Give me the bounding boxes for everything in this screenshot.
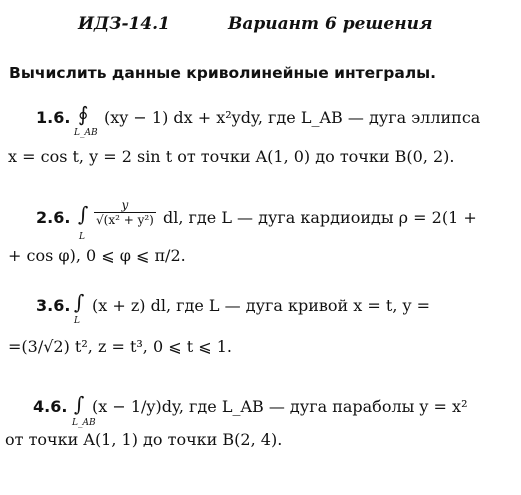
- integral-sign: ∫: [78, 202, 89, 226]
- problem-number: 2.6.: [36, 208, 71, 227]
- problem-number: 1.6.: [36, 108, 71, 127]
- problem-text-line-2: от точки A(1, 1) до точки B(2, 4).: [5, 430, 283, 449]
- problem-number: 3.6.: [36, 296, 71, 315]
- problem-text-line-2: =(3/√2) t², z = t³, 0 ⩽ t ⩽ 1.: [8, 337, 232, 356]
- variant-title: Вариант 6 решения: [228, 14, 433, 34]
- fraction-denominator: √(x² + y²): [96, 213, 154, 227]
- integral-subscript: L: [79, 232, 85, 242]
- integral-sign: ∫: [74, 392, 85, 416]
- problem-text-line-1: dl, где L — дуга кардиоиды ρ = 2(1 +: [163, 208, 477, 227]
- problem-text-line-1: (x + z) dl, где L — дуга кривой x = t, y =: [92, 296, 431, 315]
- problem-text-line-1: (xy − 1) dx + x²ydy, где L_AB — дуга эллипса: [104, 108, 481, 127]
- integrand-fraction: [92, 198, 158, 227]
- integral-subscript: L_AB: [74, 128, 98, 138]
- problem-text-line-2: x = cos t, y = 2 sin t от точки A(1, 0) до точки B(0, 2).: [8, 147, 455, 166]
- problem-text-line-1: (x − 1/y)dy, где L_AB — дуга параболы y = x²: [92, 397, 468, 416]
- document-title: ИДЗ-14.1: [78, 14, 170, 34]
- problem-text-line-2: + cos φ), 0 ⩽ φ ⩽ π/2.: [8, 246, 186, 265]
- fraction-numerator: y: [94, 198, 156, 213]
- integral-subscript: L: [74, 316, 80, 326]
- integral-subscript: L_AB: [72, 418, 96, 428]
- integral-sign: ∫: [74, 290, 85, 314]
- task-instruction: Вычислить данные криволинейные интегралы.: [9, 64, 437, 82]
- contour-integral-sign: ∮: [78, 102, 89, 126]
- problem-number: 4.6.: [33, 397, 68, 416]
